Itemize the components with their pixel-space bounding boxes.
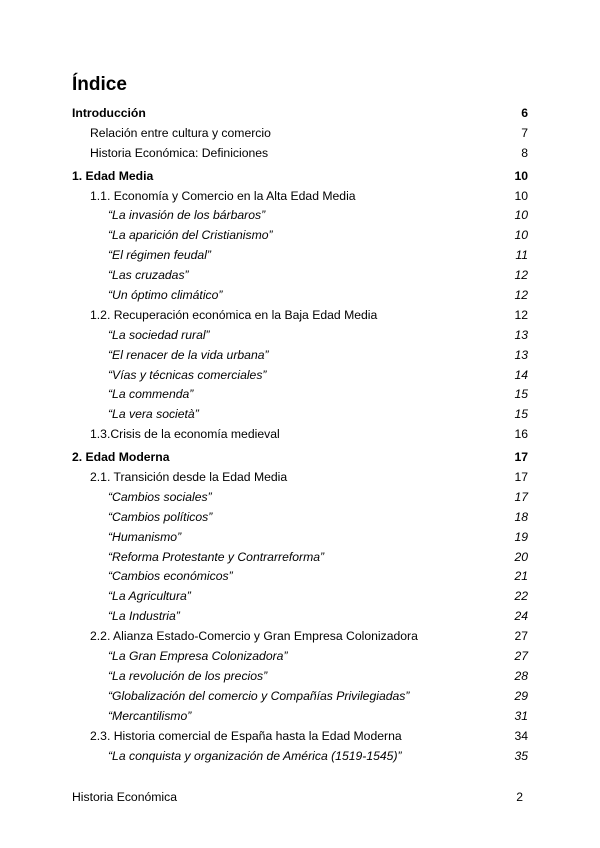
footer-title: Historia Económica: [72, 790, 177, 804]
toc-entry-page: 27: [514, 629, 528, 644]
toc-entry-page: 10: [514, 208, 528, 223]
toc-entry-label: “Mercantilismo”: [108, 708, 192, 723]
toc-entry-page: 34: [514, 728, 528, 743]
toc-entry-page: 35: [514, 748, 528, 763]
toc-entry-page: 12: [514, 288, 528, 303]
toc-entry-page: 17: [514, 470, 528, 485]
toc-entry-page: 10: [514, 168, 528, 183]
toc-entry-page: 17: [514, 489, 528, 504]
toc-entry-label: “La sociedad rural”: [108, 327, 210, 342]
toc-entry-page: 20: [514, 549, 528, 564]
toc-entry-label: “La Industria”: [108, 609, 180, 624]
toc-entry-label: 1.1. Economía y Comercio en la Alta Edad Media: [90, 188, 356, 203]
toc-entry[interactable]: [72, 104, 528, 124]
toc-entry-page: 10: [514, 228, 528, 243]
toc-entry-label: “La revolución de los precios”: [108, 668, 268, 683]
page-title: Índice: [72, 74, 127, 95]
toc-entry-page: 28: [514, 668, 528, 683]
toc-entry[interactable]: [72, 448, 528, 468]
toc-entry-label: “El renacer de la vida urbana”: [108, 347, 269, 362]
toc-entry-label: “Cambios políticos”: [108, 509, 213, 524]
toc-entry[interactable]: [72, 266, 528, 286]
toc-entry-label: “La Agricultura”: [108, 589, 191, 604]
toc-entry-label: Introducción: [72, 106, 146, 120]
toc-entry-label: 1.2. Recuperación económica en la Baja Edad Media: [90, 307, 378, 322]
toc-entry[interactable]: [72, 425, 528, 445]
toc-entry[interactable]: [72, 346, 528, 366]
toc-entry-page: 17: [514, 450, 528, 465]
toc-entry[interactable]: [72, 226, 528, 246]
toc-entry-page: 29: [514, 688, 528, 703]
toc-entry-label: 1.3.Crisis de la economía medieval: [90, 427, 280, 442]
toc-entry-page: 13: [514, 347, 528, 362]
toc-entry-page: 16: [514, 427, 528, 442]
toc-entry[interactable]: [72, 667, 528, 687]
toc-entry-label: Relación entre cultura y comercio: [90, 125, 271, 140]
toc-entry[interactable]: [72, 405, 528, 425]
toc-entry[interactable]: [72, 206, 528, 226]
toc-entry[interactable]: [72, 246, 528, 266]
toc-entry[interactable]: [72, 167, 528, 187]
toc-entry[interactable]: [72, 587, 528, 607]
toc-entry[interactable]: [72, 567, 528, 587]
toc-entry-label: 2.2. Alianza Estado-Comercio y Gran Empresa Colonizadora: [90, 629, 418, 644]
toc-entry[interactable]: [72, 607, 528, 627]
toc-entry-label: “Reforma Protestante y Contrarreforma”: [108, 549, 325, 564]
toc-entry-label: “La invasión de los bárbaros”: [108, 208, 266, 223]
toc-entry-label: “La Gran Empresa Colonizadora”: [108, 649, 288, 664]
toc-entry[interactable]: [72, 747, 528, 767]
toc-entry-page: 24: [514, 609, 528, 624]
toc-entry-page: 12: [514, 268, 528, 283]
toc-entry[interactable]: [72, 687, 528, 707]
toc-entry-label: “La aparición del Cristianismo”: [108, 228, 273, 243]
toc-entry-page: 31: [514, 708, 528, 723]
toc-entry-page: 22: [514, 589, 528, 604]
toc-entry-label: “Cambios económicos”: [108, 569, 233, 584]
toc-entry-page: 27: [514, 649, 528, 664]
toc-entry[interactable]: [72, 286, 528, 306]
toc-entry-page: 21: [514, 569, 528, 584]
toc-entry-page: 10: [514, 188, 528, 203]
toc-entry-label: “Vías y técnicas comerciales”: [108, 367, 267, 382]
toc-entry-page: 8: [521, 145, 528, 160]
toc-entry-page: 19: [514, 529, 528, 544]
footer-page-number: 2: [516, 790, 523, 804]
toc-entry-label: 2.1. Transición desde la Edad Media: [90, 470, 288, 485]
table-of-contents: [72, 104, 528, 766]
toc-entry-label: “Las cruzadas”: [108, 268, 189, 283]
toc-entry-label: “Globalización del comercio y Compañías Privilegiadas”: [108, 688, 410, 703]
toc-entry-page: 14: [514, 367, 528, 382]
toc-entry[interactable]: [72, 306, 528, 326]
toc-entry[interactable]: [72, 548, 528, 568]
toc-entry[interactable]: [72, 627, 528, 647]
toc-entry[interactable]: [72, 187, 528, 207]
toc-entry-label: “La vera società”: [108, 407, 199, 422]
toc-entry-page: 15: [514, 387, 528, 402]
toc-entry[interactable]: [72, 707, 528, 727]
toc-entry-label: 1. Edad Media: [72, 168, 154, 183]
toc-entry-label: “Humanismo”: [108, 529, 182, 544]
toc-entry-label: “La conquista y organización de América (1519-1545)”: [108, 748, 402, 763]
toc-entry-label: “El régimen feudal”: [108, 248, 211, 263]
toc-entry-page: 15: [514, 407, 528, 422]
toc-entry-page: 11: [515, 248, 528, 263]
toc-entry-page: 6: [521, 106, 528, 120]
toc-entry[interactable]: [72, 468, 528, 488]
toc-entry[interactable]: [72, 488, 528, 508]
toc-entry-page: 7: [521, 125, 528, 140]
toc-entry[interactable]: [72, 528, 528, 548]
toc-entry-label: 2. Edad Moderna: [72, 450, 170, 465]
page-footer: [72, 790, 523, 804]
toc-entry-label: 2.3. Historia comercial de España hasta la Edad Moderna: [90, 728, 402, 743]
toc-entry[interactable]: [72, 385, 528, 405]
toc-entry-label: “Un óptimo climático”: [108, 288, 223, 303]
toc-entry-page: 13: [514, 327, 528, 342]
toc-entry[interactable]: [72, 124, 528, 144]
toc-entry[interactable]: [72, 144, 528, 164]
toc-entry-page: 12: [514, 307, 528, 322]
toc-entry-label: “La commenda”: [108, 387, 194, 402]
toc-entry-label: Historia Económica: Definiciones: [90, 145, 269, 160]
toc-entry[interactable]: [72, 508, 528, 528]
toc-entry-page: 18: [514, 509, 528, 524]
toc-entry[interactable]: [72, 647, 528, 667]
toc-entry-label: “Cambios sociales”: [108, 489, 212, 504]
toc-entry[interactable]: [72, 727, 528, 747]
toc-entry[interactable]: [72, 366, 528, 386]
toc-entry[interactable]: [72, 326, 528, 346]
